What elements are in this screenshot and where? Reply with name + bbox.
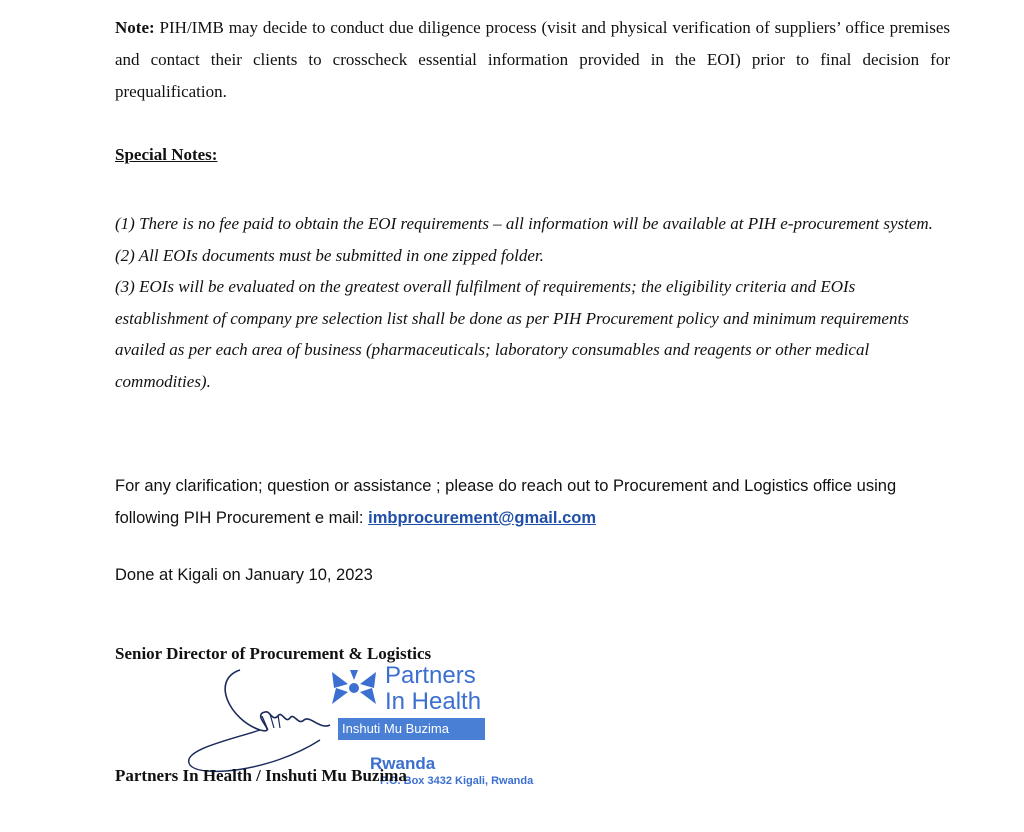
signatory-title: Senior Director of Procurement & Logistics: [115, 644, 432, 663]
stamp-address-text: P.O. Box 3432 Kigali, Rwanda: [380, 775, 534, 787]
special-note-item: (2) All EOIs documents must be submitted in one zipped folder.: [115, 245, 544, 265]
done-at-line: Done at Kigali on January 10, 2023: [115, 566, 373, 584]
stamp-country-text: Rwanda: [370, 754, 436, 773]
stamp-banner-text: Inshuti Mu Buzima: [342, 721, 449, 736]
procurement-email-link[interactable]: imbprocurement@gmail.com: [368, 509, 596, 527]
due-diligence-note: [115, 12, 950, 108]
clarification-paragraph: [115, 470, 945, 534]
special-note-item: (3) EOIs will be evaluated on the greatest overall fulfilment of requirements; the eligibility criteria and EOIs establishment of company pre selection list shall be done as per PIH Procurement policy and minimum requirements availed as per each area of business (pharmaceuticals; laboratory consumables and reagents or other medical commodities).: [115, 277, 909, 391]
partners-in-health-logo-icon: [328, 666, 380, 710]
stamp-inhealth-text: In Health: [385, 688, 482, 715]
special-notes-list: [115, 208, 945, 397]
stamp-partners-text: Partners: [385, 662, 476, 689]
note-label: Note:: [115, 18, 155, 37]
note-text: PIH/IMB may decide to conduct due diligence process (visit and physical verification of suppliers’ office premises and contact their clients to crosscheck essential information provided in the EOI) prior to final decision for prequalification.: [115, 18, 950, 101]
signatory-organization: Partners In Health / Inshuti Mu Buzima: [115, 766, 407, 785]
clarification-text: For any clarification; question or assistance ; please do reach out to Procurement and Logistics office using following PIH Procurement e mail:: [115, 477, 897, 527]
special-note-item: (1) There is no fee paid to obtain the EOI requirements – all information will be available at PIH e-procurement system.: [115, 214, 933, 233]
special-notes-heading: Special Notes:: [115, 145, 218, 164]
